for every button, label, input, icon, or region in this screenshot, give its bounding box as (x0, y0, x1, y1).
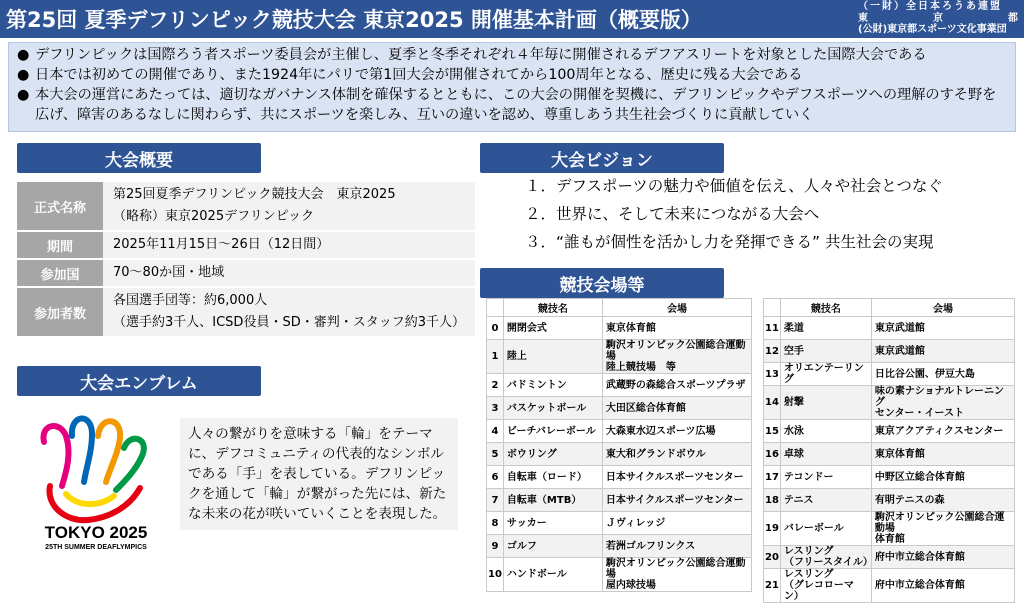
venues-table-left (486, 298, 752, 592)
organizer-3: (公財)東京都スポーツ文化事業団 (858, 24, 1007, 35)
venue-name: 府中市立総合体育館 (871, 546, 1014, 569)
venue-row (487, 397, 752, 420)
venues-col-sport: 競技名 (503, 299, 602, 317)
venue-sport: ボウリング (503, 443, 602, 466)
overview-value-line: （略称）東京2025デフリンピック (113, 209, 315, 224)
organizer-2 (858, 13, 1018, 25)
emblem-title: TOKYO 2025 (44, 523, 148, 542)
venue-name: 若洲ゴルフリンクス (602, 535, 751, 558)
venue-no: 14 (764, 386, 781, 420)
venue-row (764, 340, 1015, 363)
overview-value-line: （選手約3千人、ICSD役員・SD・審判・スタッフ約3千人） (113, 315, 465, 330)
venue-name: 駒沢オリンピック公園総合運動場 屋内球技場 (602, 558, 751, 592)
venue-no: 9 (487, 535, 504, 558)
venues-col-no (764, 299, 781, 317)
venue-name: 有明テニスの森 (871, 489, 1014, 512)
venue-sport: オリエンテーリング (780, 363, 871, 386)
venue-name: Ｊヴィレッジ (602, 512, 751, 535)
venue-sport: バレーボール (780, 512, 871, 546)
venue-name: 大田区総合体育館 (602, 397, 751, 420)
venue-row (487, 558, 752, 592)
bullet-text: 日本では初めての開催であり、また1924年にパリで第1回大会が開催されてから100周年となる、歴史に残る大会である (35, 67, 803, 83)
venue-name: 中野区立総合体育館 (871, 466, 1014, 489)
venue-no: 17 (764, 466, 781, 489)
organizer-2-char-2: 京 (933, 12, 943, 24)
venue-row (487, 340, 752, 374)
emblem-logo (26, 402, 166, 552)
venue-sport: ビーチバレーボール (503, 420, 602, 443)
venue-no: 18 (764, 489, 781, 512)
venue-no: 7 (487, 489, 504, 512)
overview-value-line: 2025年11月15日～26日（12日間） (113, 237, 330, 252)
bullet-item (17, 45, 1007, 65)
venue-sport: レスリング （フリースタイル） (780, 546, 871, 569)
bullet-item (17, 65, 1007, 85)
bullet-text: デフリンピックは国際ろう者スポーツ委員会が主催し、夏季と冬季それぞれ４年毎に開催されるデフアスリートを対象とした国際大会である (35, 47, 927, 63)
venue-row (764, 569, 1015, 603)
venue-row (764, 420, 1015, 443)
overview-label: 参加者数 (17, 288, 103, 336)
organizer-2-char-1: 東 (858, 12, 868, 24)
overview-label: 参加国 (17, 260, 103, 286)
overview-row (17, 182, 475, 232)
venue-row (487, 466, 752, 489)
bullet-item (17, 85, 1007, 125)
venue-name: 東京体育館 (871, 443, 1014, 466)
venue-sport: ハンドボール (503, 558, 602, 592)
vision-item: ３．“誰もが個性を活かし力を発揮できる” 共生社会の実現 (525, 233, 934, 251)
venue-row (764, 546, 1015, 569)
header-bar (0, 0, 1024, 38)
venue-sport: テコンドー (780, 466, 871, 489)
venues-col-sport: 競技名 (780, 299, 871, 317)
venue-no: 2 (487, 374, 504, 397)
venue-name: 東京アクアティクスセンター (871, 420, 1014, 443)
venue-no: 5 (487, 443, 504, 466)
emblem-description: 人々の繋がりを意味する「輪」をテーマに、デフコミュニティの代表的なシンボルである「手」を表している。デフリンピックを通して「輪」が繋がった先には、新たな未来の花が咲いていくことを表現した。 (180, 418, 458, 530)
venue-no: 8 (487, 512, 504, 535)
venue-row (487, 374, 752, 397)
overview-table (17, 182, 475, 338)
overview-label: 期間 (17, 232, 103, 258)
venue-sport: 卓球 (780, 443, 871, 466)
venue-sport: 自転車（ロード） (503, 466, 602, 489)
venue-name: 日本サイクルスポーツセンター (602, 489, 751, 512)
venue-sport: レスリング （グレコローマン） (780, 569, 871, 603)
venue-sport: バスケットボール (503, 397, 602, 420)
bullet-text: 本大会の運営にあたっては、適切なガバナンス体制を確保するとともに、この大会の開催を契機に、デフリンピックやデフスポーツへの理解のすそ野を広げ、障害のあるなしに関わらず、共にスポーツを楽しみ、互いの違いを認め、尊重しあう共生社会づくりに貢献していく (35, 87, 997, 123)
emblem-hand-icon (26, 402, 166, 552)
venue-row (487, 489, 752, 512)
venue-row (487, 443, 752, 466)
vision-item: ２．世界に、そして未来につながる大会へ (525, 205, 820, 223)
vision-list (497, 172, 997, 256)
venue-no: 10 (487, 558, 504, 592)
venue-no: 20 (764, 546, 781, 569)
overview-row (17, 260, 475, 288)
bullet-mark: ● (17, 67, 30, 83)
venue-name: 日比谷公園、伊豆大島 (871, 363, 1014, 386)
venue-row (764, 317, 1015, 340)
venues-col-no (487, 299, 504, 317)
venues-col-venue: 会場 (871, 299, 1014, 317)
emblem-heading: 大会エンブレム (17, 366, 261, 396)
venue-no: 16 (764, 443, 781, 466)
venue-row (487, 317, 752, 340)
venue-no: 3 (487, 397, 504, 420)
venue-no: 19 (764, 512, 781, 546)
venue-no: 15 (764, 420, 781, 443)
venue-sport: テニス (780, 489, 871, 512)
overview-heading: 大会概要 (17, 143, 261, 173)
summary-bullets (8, 42, 1016, 132)
venue-name: 大森東水辺スポーツ広場 (602, 420, 751, 443)
overview-value-line: 第25回夏季デフリンピック競技大会 東京2025 (113, 187, 396, 202)
venue-no: 0 (487, 317, 504, 340)
organizer-block (858, 1, 1018, 36)
bullet-mark: ● (17, 87, 30, 103)
venue-row (487, 535, 752, 558)
venue-name: 東大和グランドボウル (602, 443, 751, 466)
venue-no: 6 (487, 466, 504, 489)
venue-sport: 射撃 (780, 386, 871, 420)
overview-value (103, 182, 475, 230)
vision-item: １．デフスポーツの魅力や価値を伝え、人々や社会とつなぐ (525, 177, 943, 195)
venues-col-venue: 会場 (602, 299, 751, 317)
venue-sport: 水泳 (780, 420, 871, 443)
venue-name: 東京武道館 (871, 340, 1014, 363)
overview-row (17, 288, 475, 338)
venue-row (764, 363, 1015, 386)
venue-name: 東京武道館 (871, 317, 1014, 340)
venue-name: 武蔵野の森総合スポーツプラザ (602, 374, 751, 397)
venue-name: 駒沢オリンピック公園総合運動場 陸上競技場 等 (602, 340, 751, 374)
overview-value (103, 288, 475, 336)
venue-row (764, 466, 1015, 489)
venue-sport: 空手 (780, 340, 871, 363)
venue-row (764, 489, 1015, 512)
venues-heading: 競技会場等 (480, 268, 724, 298)
overview-label: 正式名称 (17, 182, 103, 230)
venue-no: 11 (764, 317, 781, 340)
overview-value (103, 260, 475, 286)
overview-value-line: 70～80か国・地域 (113, 265, 225, 280)
venue-no: 21 (764, 569, 781, 603)
venue-name: 東京体育館 (602, 317, 751, 340)
venue-name: 府中市立総合体育館 (871, 569, 1014, 603)
venue-sport: サッカー (503, 512, 602, 535)
venue-sport: バドミントン (503, 374, 602, 397)
venue-row (487, 512, 752, 535)
organizer-2-char-3: 都 (1008, 12, 1018, 24)
page-title: 第25回 夏季デフリンピック競技大会 東京2025 開催基本計画（概要版） (6, 8, 702, 32)
venue-row (764, 443, 1015, 466)
bullet-mark: ● (17, 47, 30, 63)
venue-sport: 自転車（MTB） (503, 489, 602, 512)
venue-no: 13 (764, 363, 781, 386)
venue-sport: ゴルフ (503, 535, 602, 558)
venue-name: 味の素ナショナルトレーニング センター・イースト (871, 386, 1014, 420)
overview-row (17, 232, 475, 260)
venue-no: 4 (487, 420, 504, 443)
venue-row (487, 420, 752, 443)
emblem-subtitle: 25TH SUMMER DEAFLYMPICS (45, 544, 147, 551)
venue-sport: 陸上 (503, 340, 602, 374)
vision-heading: 大会ビジョン (480, 143, 724, 173)
venues-table-right (763, 298, 1015, 603)
venue-row (764, 386, 1015, 420)
venue-no: 1 (487, 340, 504, 374)
venue-sport: 柔道 (780, 317, 871, 340)
overview-value (103, 232, 475, 258)
venue-name: 日本サイクルスポーツセンター (602, 466, 751, 489)
venue-sport: 開閉会式 (503, 317, 602, 340)
venue-name: 駒沢オリンピック公園総合運動場 体育館 (871, 512, 1014, 546)
overview-value-line: 各国選手団等：約6,000人 (113, 293, 268, 308)
venue-no: 12 (764, 340, 781, 363)
venue-row (764, 512, 1015, 546)
organizer-1: （一財）全日本ろうあ連盟 (858, 1, 1002, 12)
